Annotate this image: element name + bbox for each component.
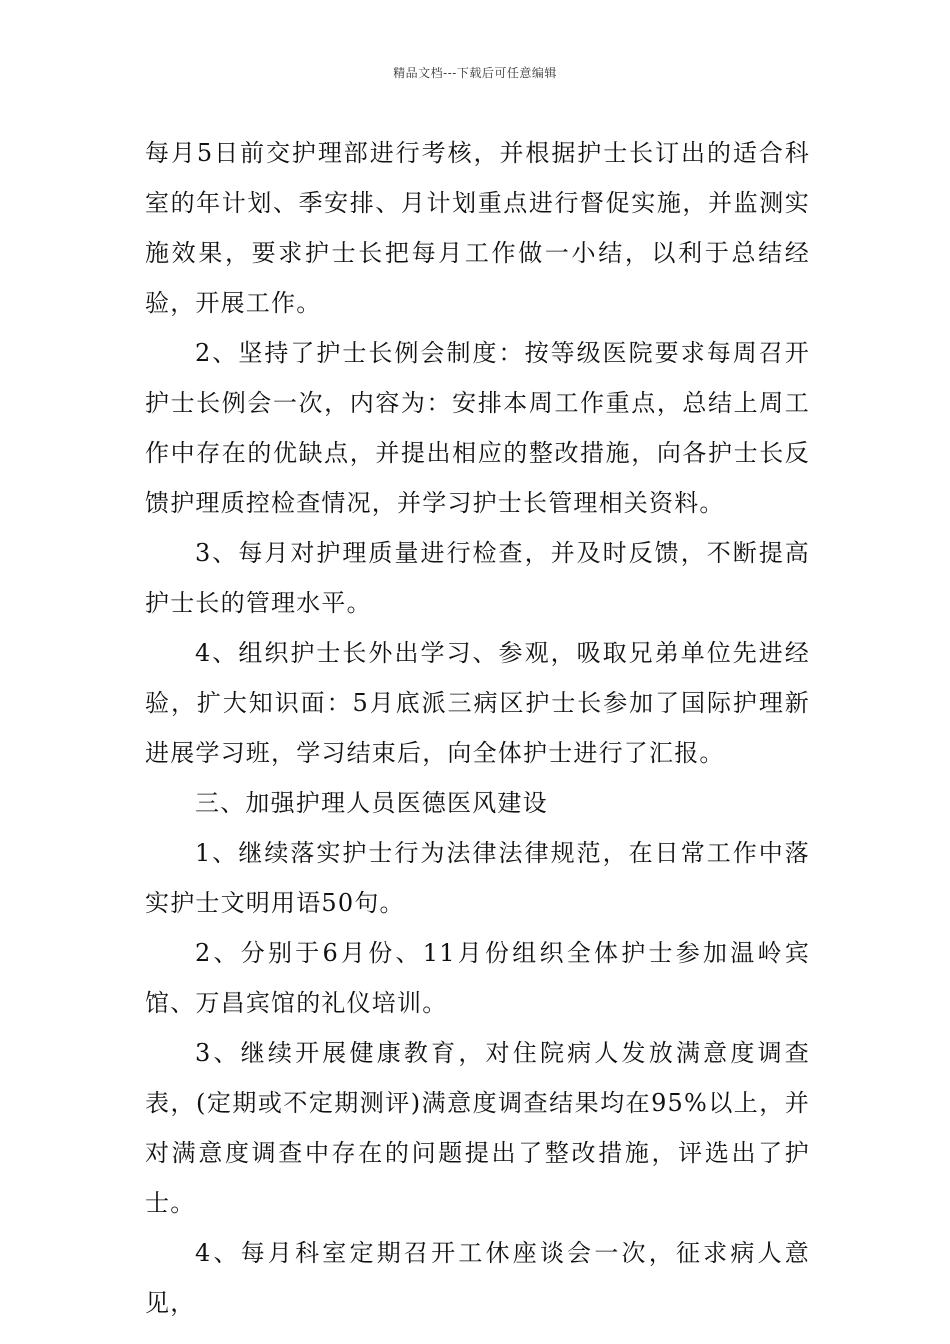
paragraph-item-3b: 3、继续开展健康教育，对住院病人发放满意度调查表，(定期或不定期测评)满意度调查结果均在95%以上，并对满意度调查中存在的问题提出了整改措施，评选出了护士。 — [145, 1039, 810, 1217]
paragraph-item-1: 1、继续落实护士行为法律法律规范，在日常工作中落实护士文明用语50句。 — [145, 839, 810, 917]
paragraph-item-3: 3、每月对护理质量进行检查，并及时反馈，不断提高护士长的管理水平。 — [145, 539, 810, 617]
paragraph-continuation: 每月5日前交护理部进行考核，并根据护士长订出的适合科室的年计划、季安排、月计划重点进行督促实施，并监测实施效果，要求护士长把每月工作做一小结，以利于总结经验，开展工作。 — [145, 139, 810, 317]
document-body — [145, 128, 810, 1328]
paragraph-item-4b: 4、每月科室定期召开工休座谈会一次，征求病人意见， — [145, 1239, 810, 1317]
paragraph-item-4: 4、组织护士长外出学习、参观，吸取兄弟单位先进经验，扩大知识面：5月底派三病区护士长参加了国际护理新进展学习班，学习结束后，向全体护士进行了汇报。 — [145, 639, 810, 767]
paragraph-item-2: 2、坚持了护士长例会制度：按等级医院要求每周召开护士长例会一次，内容为：安排本周工作重点，总结上周工作中存在的优缺点，并提出相应的整改措施，向各护士长反馈护理质控检查情况，并学习护士长管理相关资料。 — [145, 339, 810, 517]
page-header: 精品文档---下载后可任意编辑 — [393, 66, 557, 80]
paragraph-item-2b: 2、分别于6月份、11月份组织全体护士参加温岭宾馆、万昌宾馆的礼仪培训。 — [145, 939, 810, 1017]
section-heading: 三、加强护理人员医德医风建设 — [195, 789, 548, 817]
